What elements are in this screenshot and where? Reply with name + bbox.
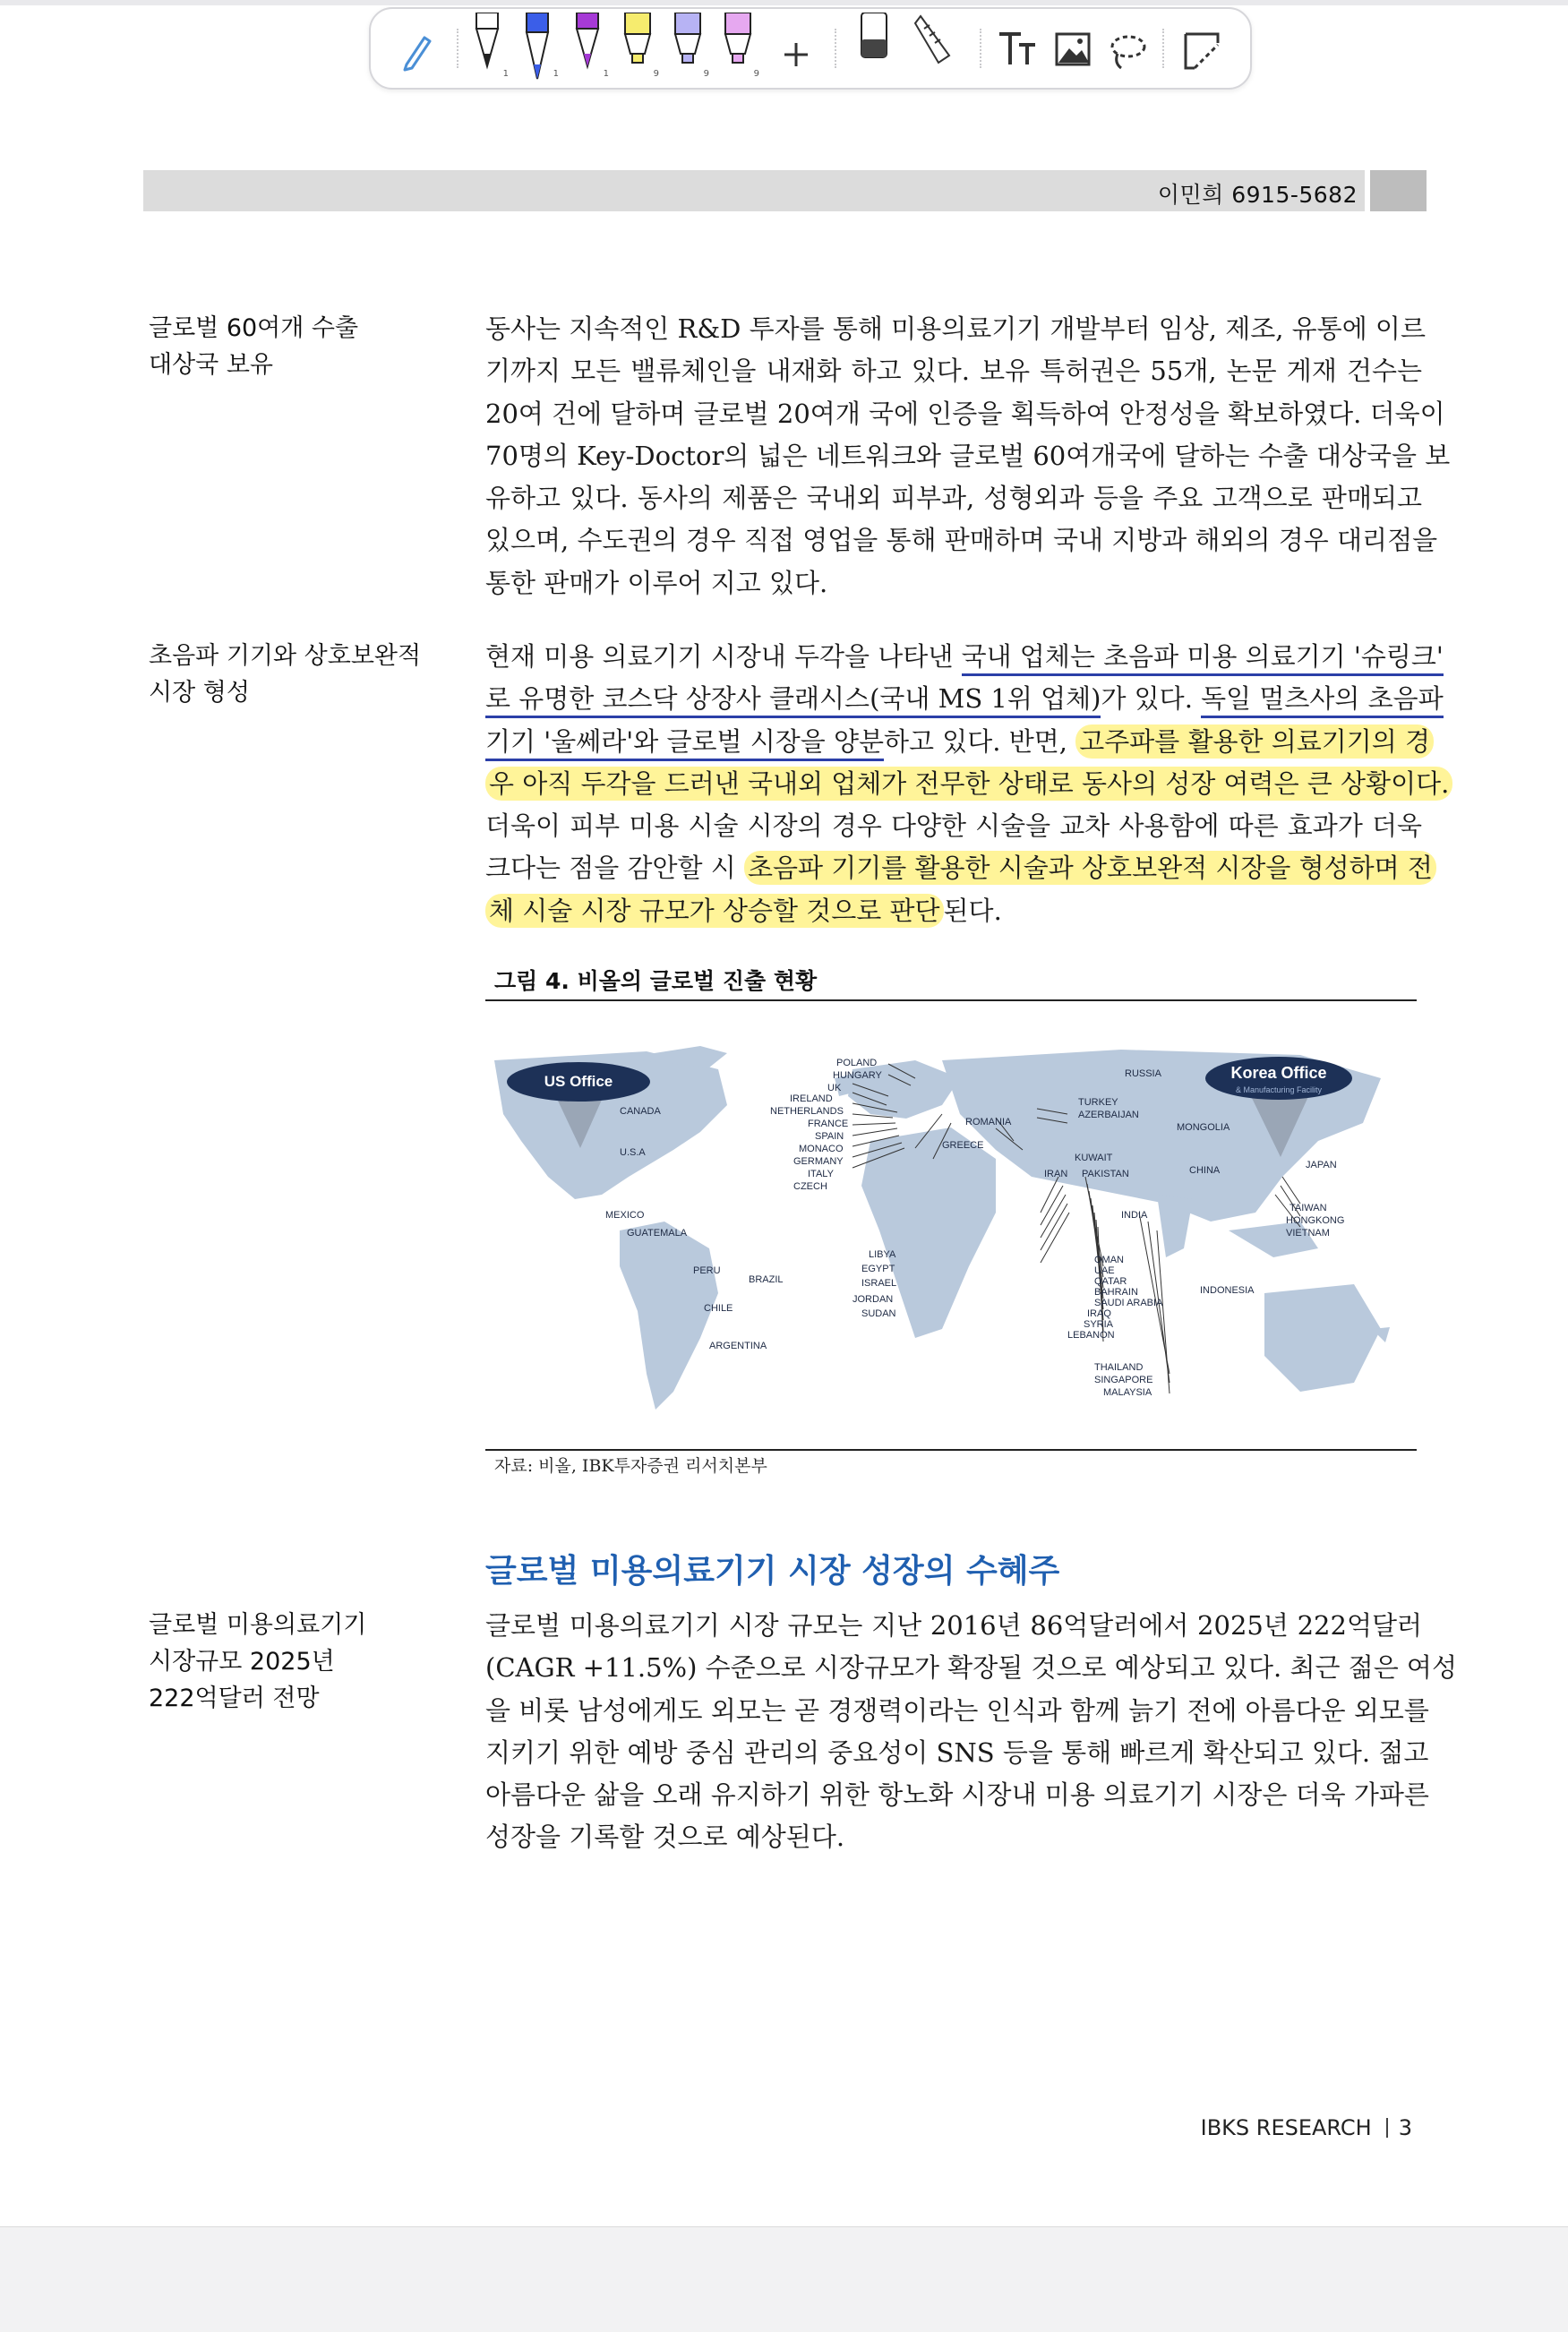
svg-text:UK: UK — [827, 1083, 842, 1093]
svg-text:FRANCE: FRANCE — [808, 1119, 849, 1129]
black-pen-icon[interactable]: 1 — [464, 13, 510, 84]
footer-divider — [1386, 2118, 1388, 2138]
svg-text:GERMANY: GERMANY — [793, 1156, 844, 1167]
page-footer — [1201, 2115, 1412, 2140]
svg-text:CHINA: CHINA — [1189, 1165, 1221, 1176]
image-tool-icon[interactable] — [1048, 13, 1098, 84]
svg-text:PERU: PERU — [693, 1265, 721, 1276]
svg-text:INDONESIA: INDONESIA — [1200, 1285, 1255, 1296]
svg-text:MEXICO: MEXICO — [605, 1210, 645, 1221]
svg-text:CHILE: CHILE — [704, 1303, 733, 1314]
blue-pen-icon[interactable]: 1 — [514, 13, 561, 84]
svg-text:LIBYA: LIBYA — [869, 1249, 896, 1260]
highlight-mark: 우 아직 두각을 드러낸 국내외 업체가 전무한 상태로 동사의 성장 여력은 큰 상황이다. — [485, 767, 1452, 801]
yellow-highlighter-icon[interactable]: 9 — [614, 13, 661, 84]
page-number: 3 — [1398, 2115, 1412, 2140]
svg-text:JAPAN: JAPAN — [1306, 1160, 1337, 1170]
svg-text:BRAZIL: BRAZIL — [749, 1274, 784, 1285]
svg-text:IRAQ: IRAQ — [1087, 1308, 1111, 1319]
highlight-mark: 고주파를 활용한 의료기기의 경 — [1075, 724, 1434, 759]
pen-underline: 기기 '울쎄라'와 글로벌 시장을 양분 — [485, 726, 884, 761]
footer-brand: IBKS RESEARCH — [1200, 2115, 1372, 2140]
pen-underline: 로 유명한 코스닥 상장사 클래시스(국내 MS 1위 업체) — [485, 683, 1101, 718]
figure-source: 자료: 비올, IBK투자증권 리서치본부 — [494, 1456, 767, 1476]
shape-tool-icon[interactable] — [1177, 13, 1230, 84]
svg-text:KUWAIT: KUWAIT — [1075, 1153, 1113, 1163]
paragraph-rnd: 동사는 지속적인 R&D 투자를 통해 미용의료기기 개발부터 임상, 제조, 유통에 이르 기까지 모든 밸류체인을 내재화 하고 있다. 보유 특허권은 55개, 논문 게재 건수는 20여 건에 달하며 글로벌 20여개 국에 인증을 획득하여 안정성을 확보하였다. 더욱이 70명의 Key-Doctor의 넓은 네트워크와 글로벌 60여개국에 달하는 수출 대상국을 보 유하고 있다. 동사의 제품은 국내외 피부과, 성형외과 등을 주요 고객으로 판매되고 있으며, 수도권의 경우 직접 영업을 통해 판매하며 국내 지방과 해외의 경우 대리점을 통한 판매가 이루어 지고 있다. — [485, 313, 1451, 598]
svg-text:GREECE: GREECE — [942, 1140, 984, 1151]
side-note-export: 글로벌 60여개 수출 대상국 보유 — [149, 314, 359, 379]
svg-text:HONGKONG: HONGKONG — [1286, 1215, 1345, 1226]
svg-text:TURKEY: TURKEY — [1078, 1097, 1118, 1108]
us-office-label: US Office — [544, 1073, 613, 1090]
svg-text:JORDAN: JORDAN — [853, 1294, 894, 1305]
purple-pen-icon[interactable]: 1 — [564, 13, 611, 84]
svg-text:NETHERLANDS: NETHERLANDS — [770, 1106, 844, 1117]
svg-text:INDIA: INDIA — [1121, 1210, 1148, 1221]
figure-rule-bottom — [485, 1449, 1417, 1451]
svg-text:ARGENTINA: ARGENTINA — [709, 1341, 767, 1351]
korea-office-sublabel: & Manufacturing Facility — [1235, 1085, 1323, 1094]
svg-text:MALAYSIA: MALAYSIA — [1103, 1387, 1152, 1398]
side-note-market-size: 글로벌 미용의료기기 시장규모 2025년 222억달러 전망 — [149, 1611, 367, 1712]
svg-text:CANADA: CANADA — [620, 1106, 661, 1117]
svg-text:TAIWAN: TAIWAN — [1290, 1203, 1327, 1213]
header-band-tab — [1370, 170, 1427, 211]
korea-office-label: Korea Office — [1230, 1064, 1327, 1082]
svg-text:ROMANIA: ROMANIA — [965, 1117, 1012, 1127]
highlight-mark: 체 시술 시장 규모가 상승할 것으로 판단 — [485, 894, 944, 928]
eraser-icon[interactable] — [847, 13, 901, 84]
svg-text:MONGOLIA: MONGOLIA — [1177, 1122, 1230, 1133]
svg-text:SUDAN: SUDAN — [861, 1308, 896, 1319]
pencil-icon[interactable] — [389, 13, 442, 84]
svg-text:QATAR: QATAR — [1094, 1276, 1127, 1287]
add-icon[interactable] — [774, 13, 818, 84]
pen-underline: 독일 멀츠사의 초음파 — [1201, 683, 1444, 718]
svg-text:RUSSIA: RUSSIA — [1125, 1068, 1161, 1079]
svg-text:LEBANON: LEBANON — [1067, 1330, 1115, 1341]
svg-text:ITALY: ITALY — [808, 1169, 834, 1179]
svg-text:UAE: UAE — [1094, 1265, 1115, 1276]
svg-text:HUNGARY: HUNGARY — [833, 1070, 882, 1081]
pen-underline: 국내 업체는 초음파 미용 의료기기 '슈링크' — [962, 641, 1444, 676]
world-map — [494, 1042, 1408, 1413]
lavender-highlighter-icon[interactable]: 9 — [664, 13, 711, 84]
svg-text:EGYPT: EGYPT — [861, 1264, 895, 1274]
svg-text:AZERBAIJAN: AZERBAIJAN — [1078, 1110, 1139, 1120]
paragraph-global-market: 글로벌 미용의료기기 시장 규모는 지난 2016년 86억달러에서 2025년 222억달러 (CAGR +11.5%) 수준으로 시장규모가 확장될 것으로 예상되고 있다. 최근 젊은 여성 을 비롯 남성에게도 외모는 곧 경쟁력이라는 인식과 함께 늙기 전에 아름다운 외모를 지키기 위한 예방 중심 관리의 중요성이 SNS 등을 통해 빠르게 확산되고 있다. 젊고 아름다운 삶을 오래 유지하기 위한 항노화 시장내 미용 의료기기 시장은 더욱 가파른 성장을 기록할 것으로 예상된다. — [485, 1610, 1457, 1853]
annotation-toolbar — [369, 7, 1252, 90]
paragraph-market: 현재 미용 의료기기 시장내 두각을 나타낸 국내 업체는 초음파 미용 의료기기 '슈링크' 로 유명한 코스닥 상장사 클래시스(국내 MS 1위 업체)가 있다. 독일 멀츠사의 초음파 기기 '울쎄라'와 글로벌 시장을 양분하고 있다. 반면, 고주파를 활용한 의료기기의 경 우 아직 두각을 드러낸 국내외 업체가 전무한 상태로 동사의 성장 여력은 큰 상황이다. 더욱이 피부 미용 시술 시장의 경우 다양한 시술을 교차 사용함에 따른 효과가 더욱 크다는 점을 감안할 시 초음파 기기를 활용한 시술과 상호보완적 시장을 형성하며 전 체 시술 시장 규모가 상승할 것으로 판단 된다. — [485, 636, 1422, 932]
text-tool-icon[interactable] — [992, 13, 1042, 84]
highlight-mark: 초음파 기기를 활용한 시술과 상호보완적 시장을 형성하며 전 — [744, 851, 1436, 885]
figure-rule-top — [485, 999, 1417, 1001]
svg-text:BAHRAIN: BAHRAIN — [1094, 1287, 1138, 1298]
svg-text:SPAIN: SPAIN — [815, 1131, 844, 1142]
svg-text:CZECH: CZECH — [793, 1181, 827, 1192]
svg-text:POLAND: POLAND — [836, 1058, 878, 1068]
pink-highlighter-icon[interactable]: 9 — [715, 13, 761, 84]
svg-text:IRAN: IRAN — [1044, 1169, 1068, 1179]
svg-text:SINGAPORE: SINGAPORE — [1094, 1375, 1153, 1385]
ruler-icon[interactable] — [908, 13, 962, 84]
lasso-icon[interactable] — [1101, 13, 1152, 84]
svg-text:MONACO: MONACO — [799, 1144, 844, 1154]
section-heading: 글로벌 미용의료기기 시장 성장의 수혜주 — [485, 1553, 1060, 1590]
svg-text:VIETNAM: VIETNAM — [1286, 1228, 1330, 1239]
svg-text:THAILAND: THAILAND — [1094, 1362, 1144, 1373]
svg-text:SAUDI ARABIA: SAUDI ARABIA — [1094, 1298, 1163, 1308]
side-note-ultrasound: 초음파 기기와 상호보완적 시장 형성 — [149, 642, 422, 707]
svg-text:IRELAND: IRELAND — [790, 1093, 833, 1104]
svg-text:U.S.A: U.S.A — [620, 1147, 646, 1158]
svg-text:PAKISTAN: PAKISTAN — [1082, 1169, 1129, 1179]
svg-text:OMAN: OMAN — [1094, 1255, 1124, 1265]
svg-text:ISRAEL: ISRAEL — [861, 1278, 897, 1289]
figure-title: 그림 4. 비올의 글로벌 진출 현황 — [494, 968, 818, 994]
svg-text:GUATEMALA: GUATEMALA — [627, 1228, 688, 1239]
analyst-contact: 이민희 6915-5682 — [1157, 182, 1358, 208]
svg-text:SYRIA: SYRIA — [1084, 1319, 1114, 1330]
